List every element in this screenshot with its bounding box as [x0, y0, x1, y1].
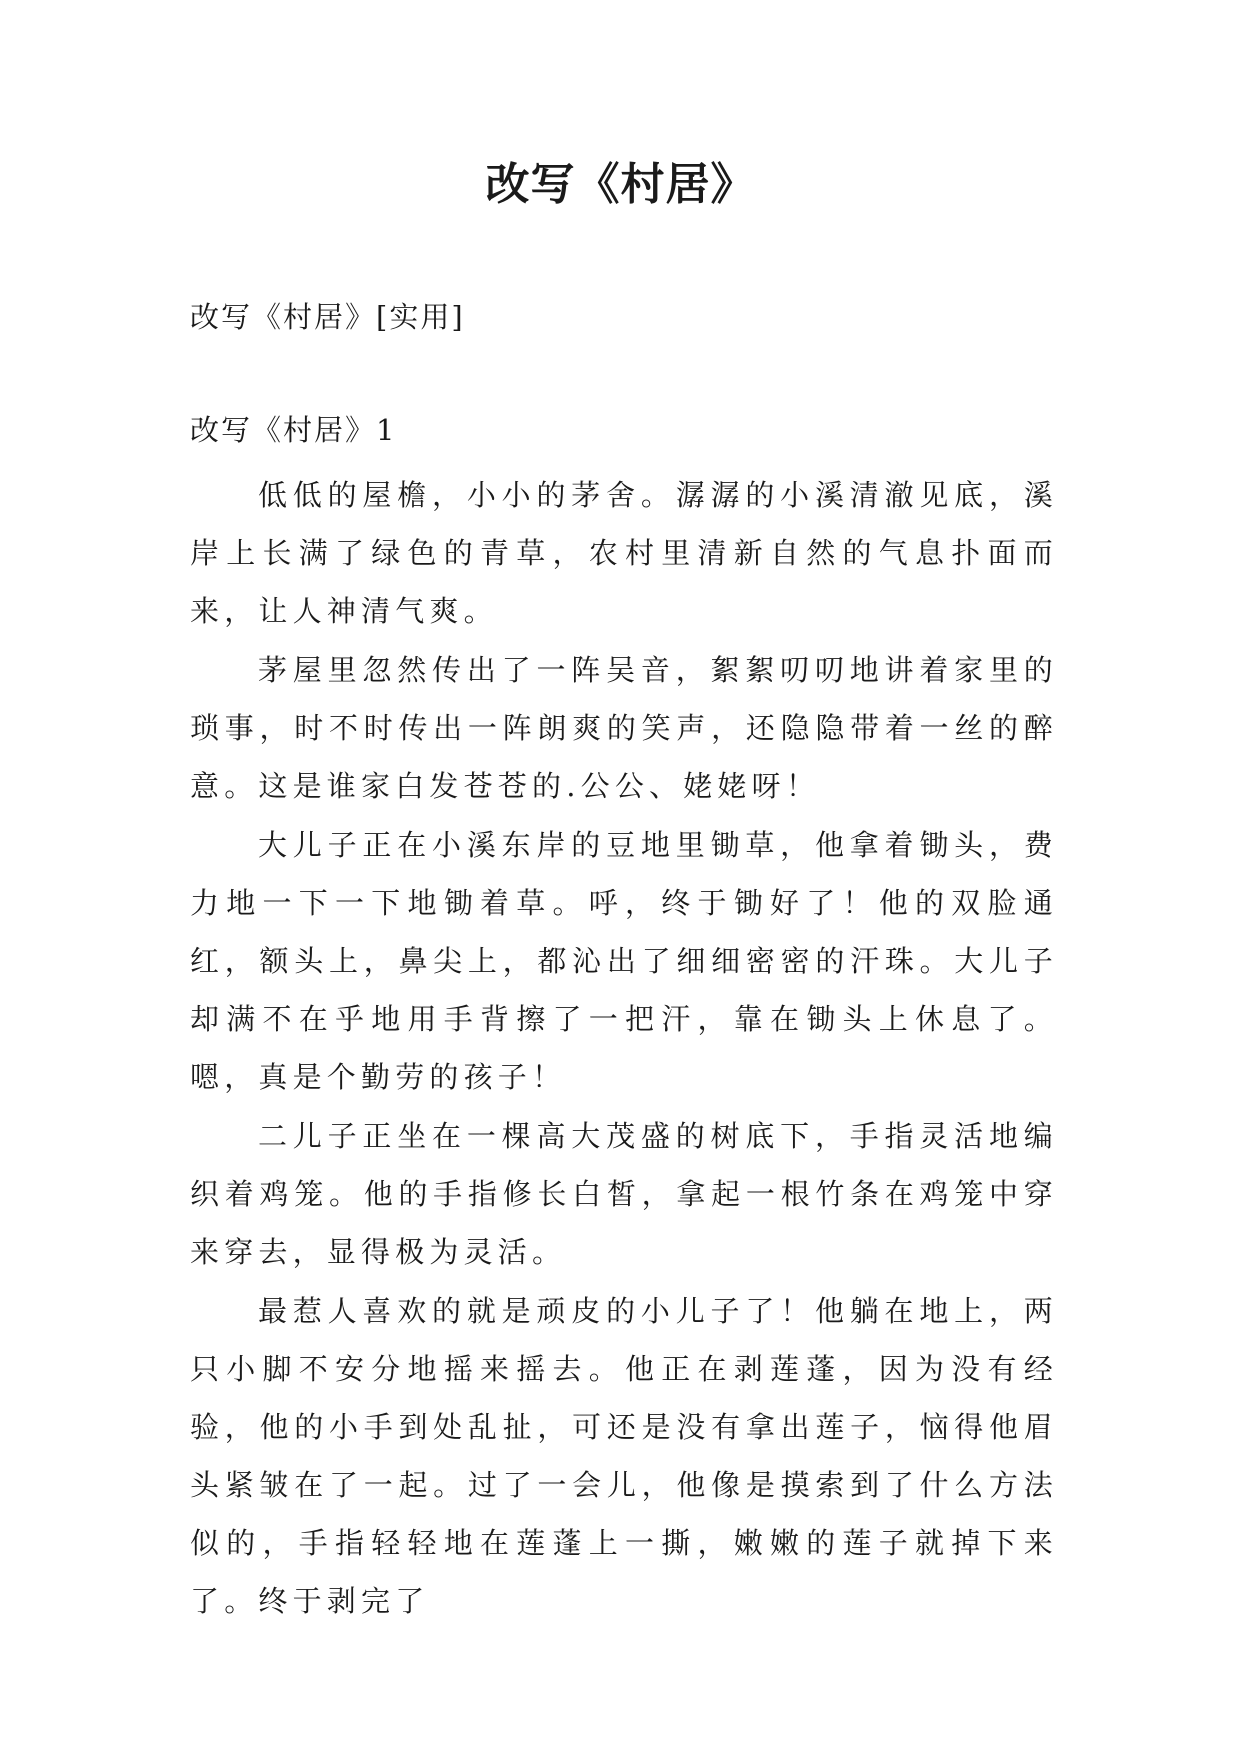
paragraph: 茅屋里忽然传出了一阵吴音，絮絮叨叨地讲着家里的琐事，时不时传出一阵朗爽的笑声，还隐隐带着一丝的醉意。这是谁家白发苍苍的.公公、姥姥呀！: [190, 653, 1058, 803]
paragraph: 最惹人喜欢的就是顽皮的小儿子了！他躺在地上，两只小脚不安分地摇来摇去。他正在剥莲蓬，因为没有经验，他的小手到处乱扯，可还是没有拿出莲子，恼得他眉头紧皱在了一起。过了一会儿，他像是摸索到了什么方法似的，手指轻轻地在莲蓬上一撕，嫩嫩的莲子就掉下来了。终于剥完了: [190, 1294, 1058, 1618]
document-subtitle: 改写《村居》[实用]: [190, 300, 465, 334]
paragraph: 大儿子正在小溪东岸的豆地里锄草，他拿着锄头，费力地一下一下地锄着草。呼，终于锄好了！他的双脸通红，额头上，鼻尖上，都沁出了细细密密的汗珠。大儿子却满不在乎地用手背擦了一把汗，靠在锄头上休息了。嗯，真是个勤劳的孩子！: [190, 828, 1058, 1094]
paragraph: 低低的屋檐，小小的茅舍。潺潺的小溪清澈见底，溪岸上长满了绿色的青草，农村里清新自然的气息扑面而来，让人神清气爽。: [190, 478, 1058, 628]
document-title: 改写《村居》: [485, 159, 756, 210]
document-body: [190, 408, 1058, 1631]
paragraph: 二儿子正坐在一棵高大茂盛的树底下，手指灵活地编织着鸡笼。他的手指修长白皙，拿起一根竹条在鸡笼中穿来穿去，显得极为灵活。: [190, 1119, 1058, 1269]
section-heading: 改写《村居》1: [190, 413, 397, 447]
